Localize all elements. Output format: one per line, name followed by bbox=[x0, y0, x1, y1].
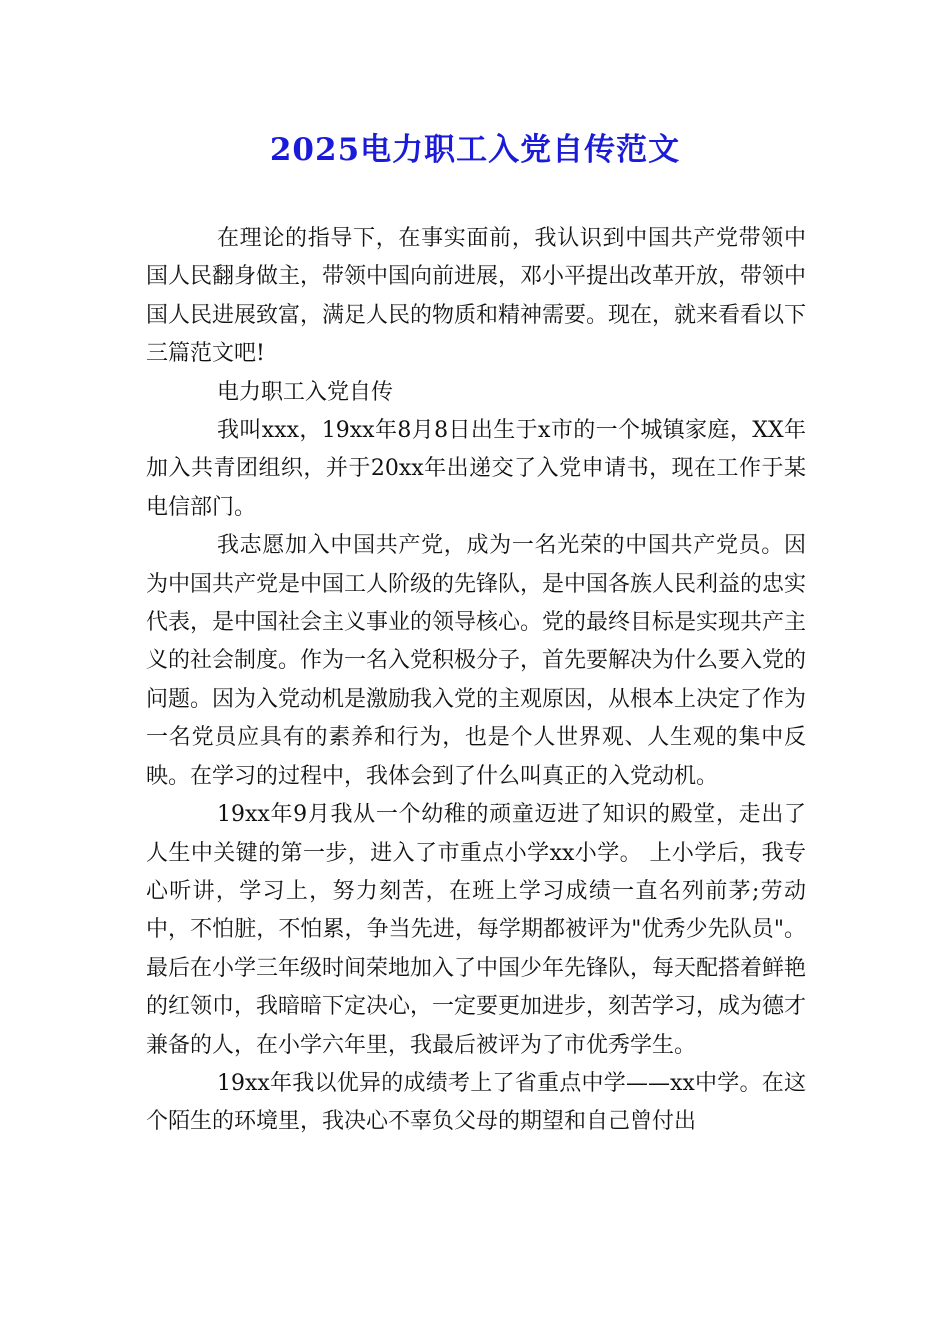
paragraph-personal-info: 我叫xxx，19xx年8月8日出生于x市的一个城镇家庭，XX年加入共青团组织，并于20xx年出递交了入党申请书，现在工作于某电信部门。 bbox=[146, 418, 806, 520]
paragraph-motivation: 我志愿加入中国共产党，成为一名光荣的中国共产党员。因为中国共产党是中国工人阶级的先锋队，是中国各族人民利益的忠实代表，是中国社会主义事业的领导核心。党的最终目标是实现共产主义的社会制度。作为一名入党积极分子，首先要解决为什么要入党的问题。因为入党动机是激励我入党的主观原因，从根本上决定了作为一名党员应具有的素养和行为，也是个人世界观、人生观的集中反映。在学习的过程中，我体会到了什么叫真正的入党动机。 bbox=[146, 533, 807, 789]
paragraph-subtitle: 电力职工入党自传 bbox=[217, 379, 394, 405]
document-body bbox=[146, 220, 806, 1142]
paragraph-middle-school: 19xx年我以优异的成绩考上了省重点中学——xx中学。在这个陌生的环境里，我决心不辜负父母的期望和自己曾付出 bbox=[146, 1070, 806, 1135]
document-title: 2025电力职工入党自传范文 bbox=[269, 132, 681, 168]
paragraph-primary-school: 19xx年9月我从一个幼稚的顽童迈进了知识的殿堂，走出了人生中关键的第一步，进入了市重点小学xx小学。 上小学后，我专心听讲，学习上，努力刻苦，在班上学习成绩一直名列前茅;劳动中，不怕脏，不怕累，争当先进，每学期都被评为"优秀少先队员"。最后在小学三年级时间荣地加入了中国少年先锋队，每天配搭着鲜艳的红领巾，我暗暗下定决心，一定要更加进步，刻苦学习，成为德才兼备的人，在小学六年里，我最后被评为了市优秀学生。 bbox=[146, 802, 807, 1058]
paragraph-intro: 在理论的指导下，在事实面前，我认识到中国共产党带领中国人民翻身做主，带领中国向前进展，邓小平提出改革开放，带领中国人民进展致富，满足人民的物质和精神需要。现在，就来看看以下三篇范文吧! bbox=[146, 226, 807, 367]
